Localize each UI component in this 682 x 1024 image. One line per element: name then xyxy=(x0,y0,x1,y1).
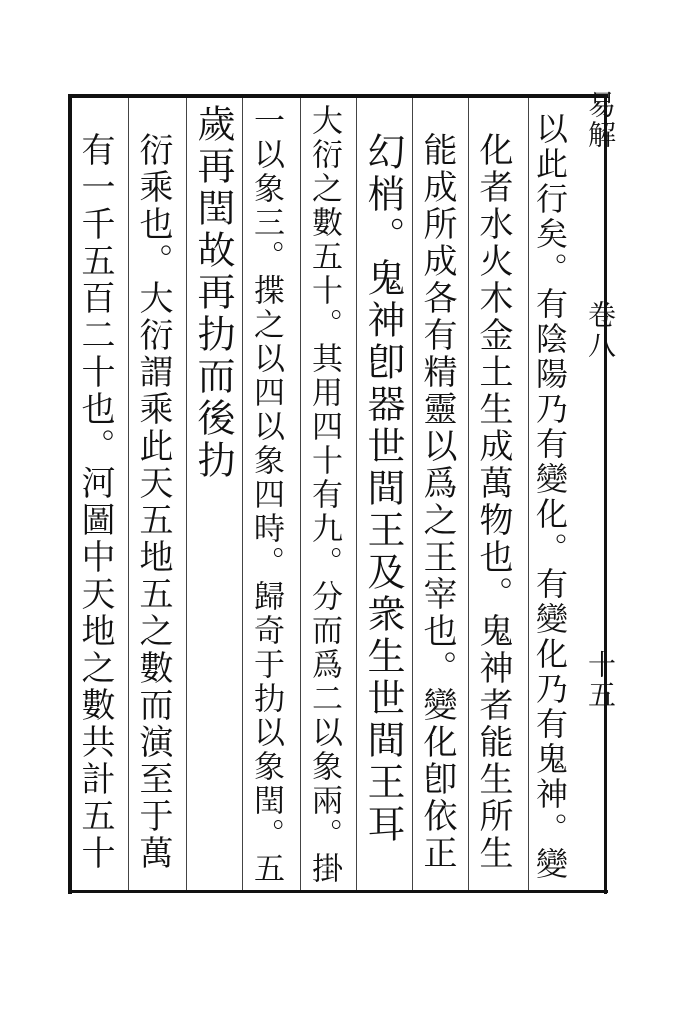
text-column-5: 大衍之數五十。其用四十有九。分而爲二以象兩。掛 xyxy=(306,104,342,886)
frame-top-border xyxy=(68,94,608,98)
text-column-4: 幻梢。鬼神卽器世間王及衆生世間王耳 xyxy=(361,132,405,846)
margin-title: 易解 xyxy=(584,90,617,150)
column-rule xyxy=(242,98,243,890)
column-rule xyxy=(128,98,129,890)
column-rule xyxy=(468,98,469,890)
frame-left-border xyxy=(68,94,72,894)
margin-page-mark: 十五 xyxy=(584,650,617,710)
text-column-1: 以此行矣。有陰陽乃有變化。有變化乃有鬼神。變 xyxy=(531,112,569,882)
text-column-6: 一以象三。揲之以四以象四時。歸奇于扐以象閏。五 xyxy=(248,104,284,886)
margin-section: 卷八 xyxy=(584,300,617,360)
text-column-8: 衍乘也。大衍謂乘此天五地五之數而演至于萬 xyxy=(133,132,173,872)
column-rule xyxy=(300,98,301,890)
column-rule xyxy=(186,98,187,890)
text-column-7: 歲再閏故再扐而後扐 xyxy=(191,104,235,482)
text-column-9: 有一千五百二十也。河圖中天地之數共計五十 xyxy=(75,132,115,872)
frame-right-border xyxy=(604,94,607,894)
text-column-2: 化者水火木金土生成萬物也。鬼神者能生所生 xyxy=(473,132,513,872)
column-rule xyxy=(528,98,529,890)
text-column-3: 能成所成各有精靈以爲之王宰也。變化卽依正 xyxy=(417,132,457,872)
frame-bottom-border xyxy=(68,890,608,893)
column-rule xyxy=(412,98,413,890)
column-rule xyxy=(356,98,357,890)
